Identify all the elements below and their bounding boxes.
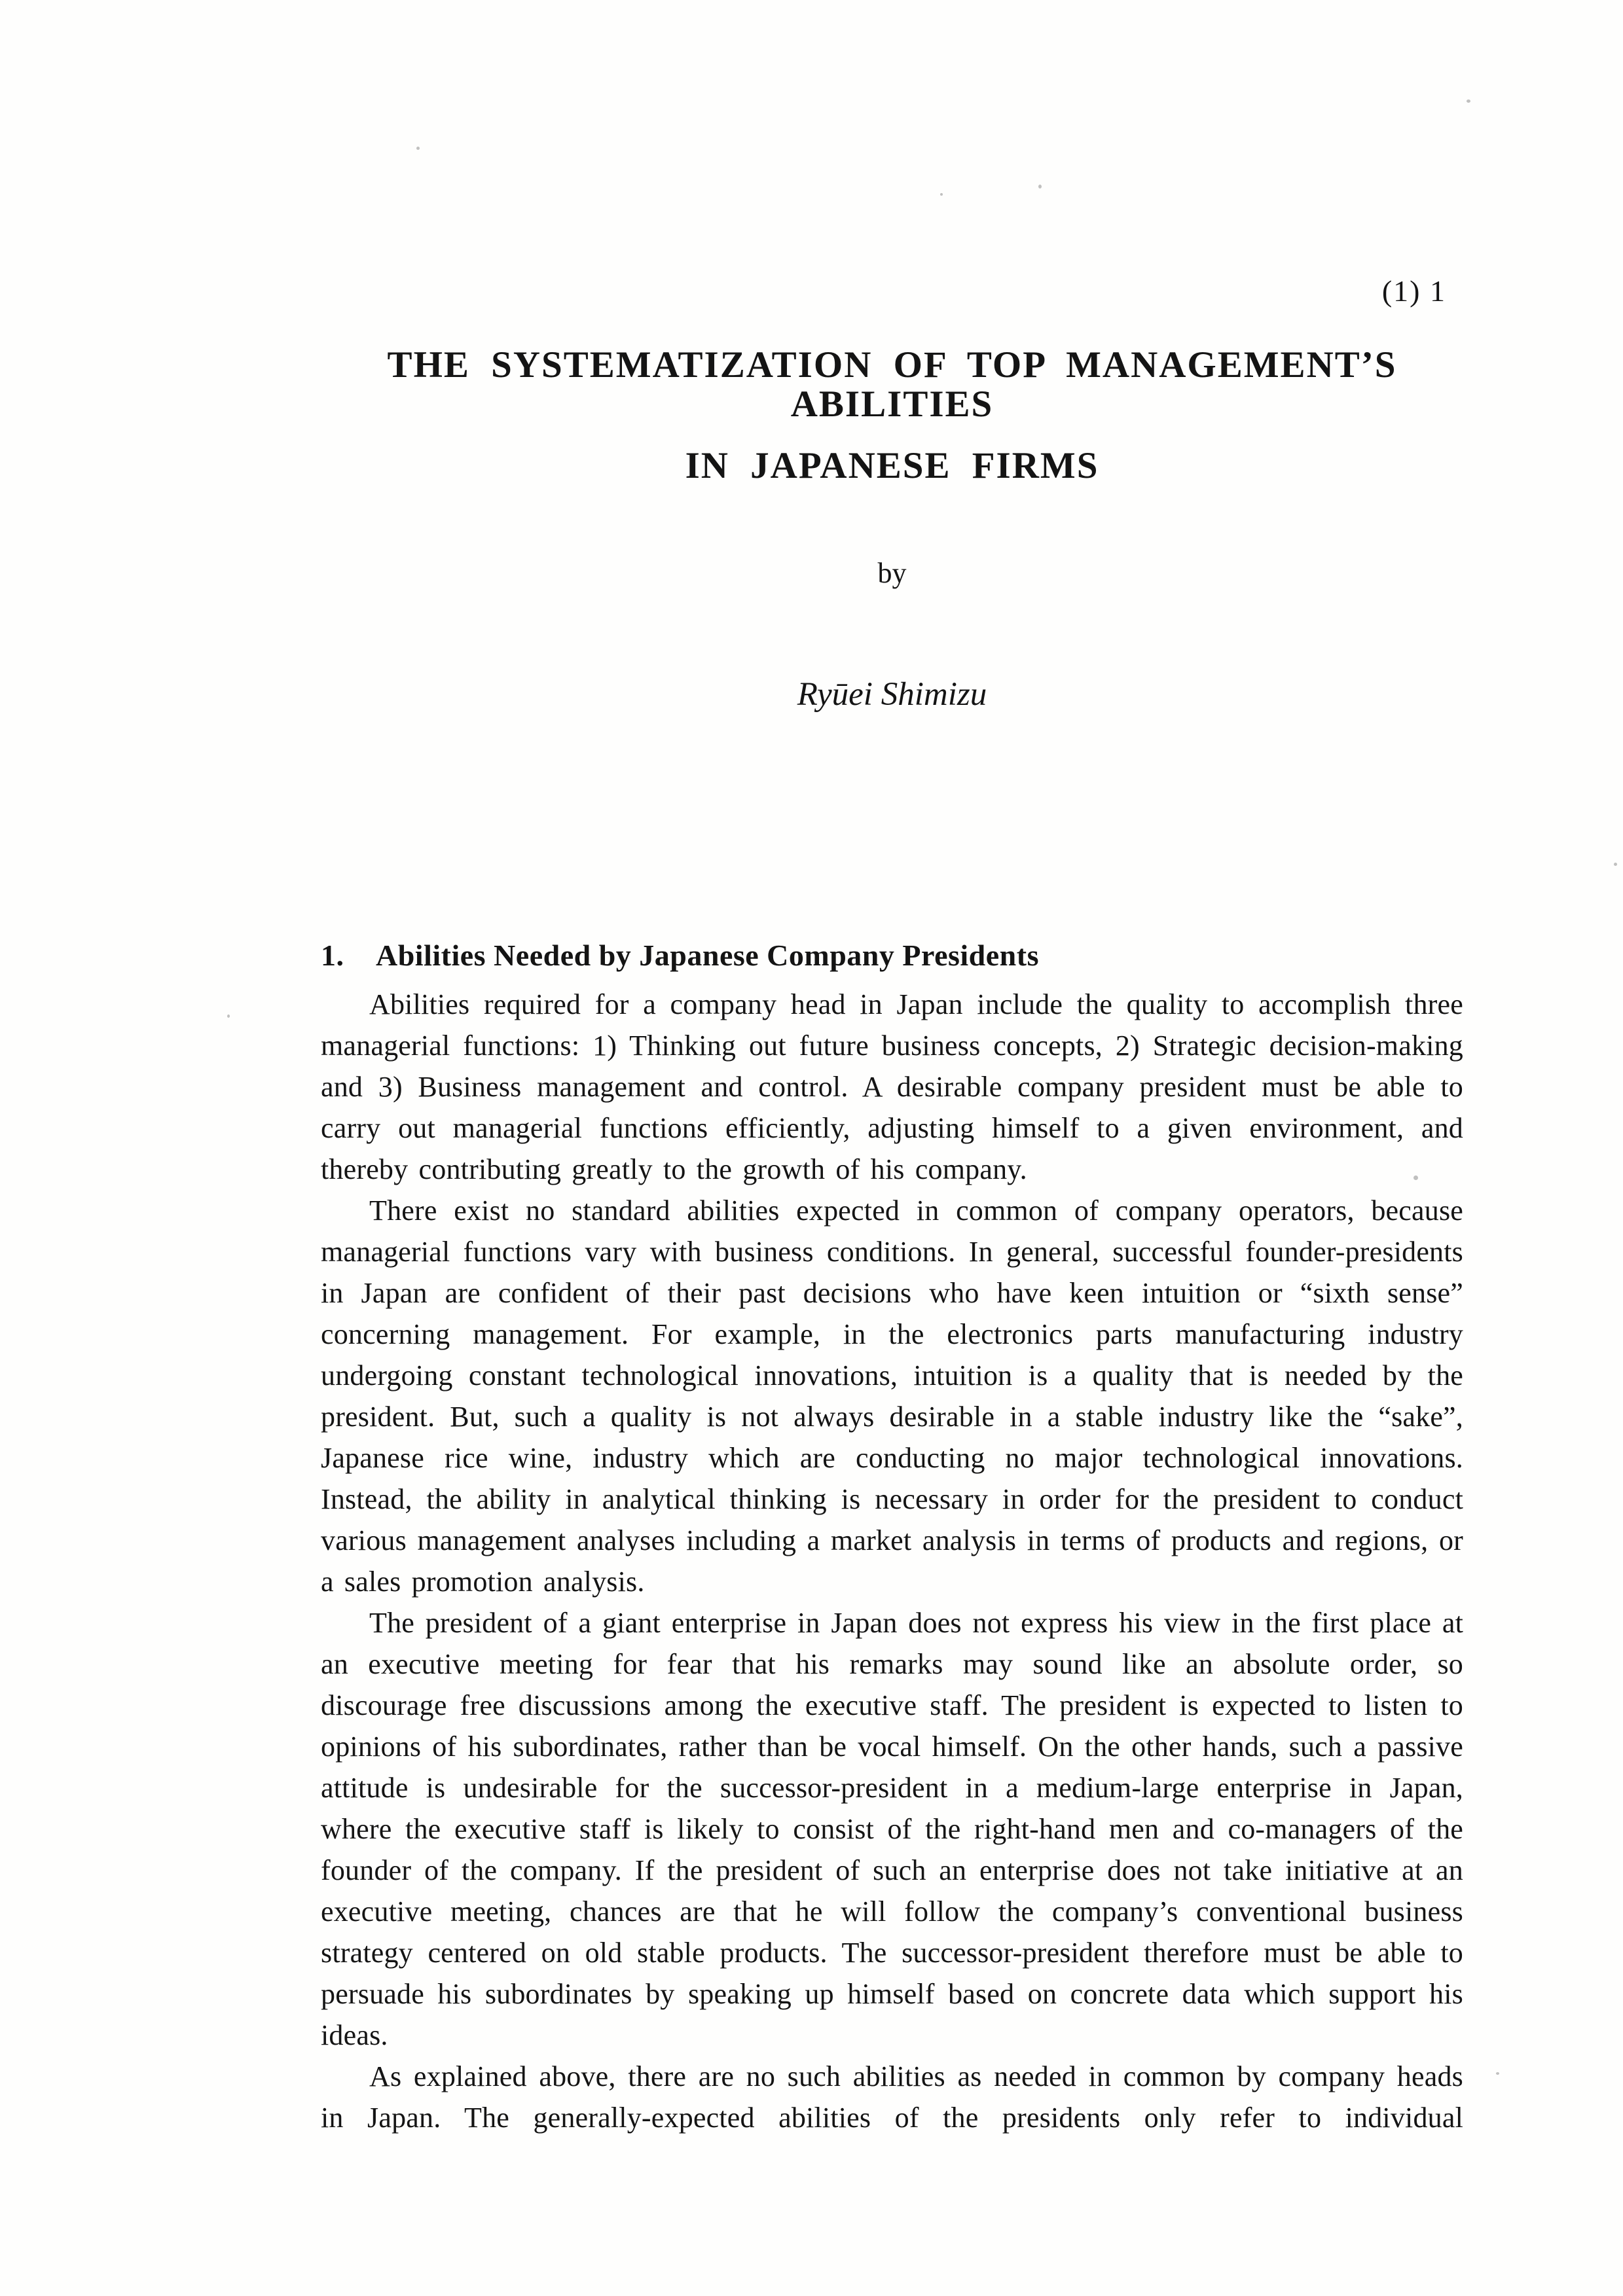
- scan-speck: [1496, 2072, 1499, 2075]
- scan-speck: [940, 193, 943, 196]
- paragraph-3: The president of a giant enterprise in Japan does not express his view in the first place at an executive meeting for fear that his remarks may sound like an absolute order, so discourage free discussions among the executive staff. The president is expected to listen to opinions of his subordinates, rather than be vocal himself. On the other hands, such a passive attitude is undesirable for the successor-president in a medium-large enterprise in Japan, where the executive staff is likely to consist of the right-hand men and co-managers of the founder of the company. If the president of such an enterprise does not take initiative at an executive meeting, chances are that he will follow the company’s conventional business strategy centered on old stable products. The successor-president therefore must be able to persuade his subordinates by speaking up himself based on concrete data which support his ideas.: [321, 1607, 1463, 2051]
- scan-speck: [416, 147, 420, 150]
- author-name: Ryūei Shimizu: [797, 676, 987, 713]
- paragraph-2: There exist no standard abilities expected in common of company operators, because managerial functions vary with business conditions. In general, successful founder-presidents in Japan are confident of their past decisions who have keen intuition or “sixth sense” concerning management. For example, in the electronics parts manufacturing industry undergoing constant technological innovations, intuition is a quality that is needed by the president. But, such a quality is not always desirable in a stable industry like the “sake”, Japanese rice wine, industry which are conducting no major technological innovations. Instead, the ability in analytical thinking is necessary in order for the president to conduct various management analyses including a market analysis in terms of products and regions, or a sales promotion analysis.: [321, 1194, 1463, 1598]
- title-line-1: THE SYSTEMATIZATION OF TOP MANAGEMENT’S ABILITIES: [387, 344, 1397, 425]
- section-heading: [321, 935, 1463, 976]
- byline: by: [877, 557, 907, 589]
- page-number: (1) 1: [1381, 274, 1446, 308]
- scan-speck: [1614, 863, 1617, 866]
- scan-speck: [1413, 1175, 1418, 1180]
- section-number: 1.: [321, 939, 344, 972]
- section-title: Abilities Needed by Japanese Company Presidents: [376, 939, 1039, 972]
- paragraph-1: Abilities required for a company head in Japan include the quality to accomplish three managerial functions: 1) Thinking out future business concepts, 2) Strategic decision-making and 3) Business management and control. A desirable company president must be able to carry out managerial functions efficiently, adjusting himself to a given environment, and thereby contributing greatly to the growth of his company.: [321, 988, 1463, 1185]
- scan-speck: [1467, 99, 1470, 103]
- paragraph-4: As explained above, there are no such abilities as needed in common by company heads in Japan. The generally-expected abilities of the presidents only refer to individual: [321, 2060, 1463, 2134]
- title-line-2: IN JAPANESE FIRMS: [685, 445, 1099, 486]
- paper-title: [314, 346, 1470, 486]
- scan-speck: [227, 1014, 230, 1018]
- article-body: [321, 935, 1463, 2138]
- scan-speck: [1038, 185, 1042, 188]
